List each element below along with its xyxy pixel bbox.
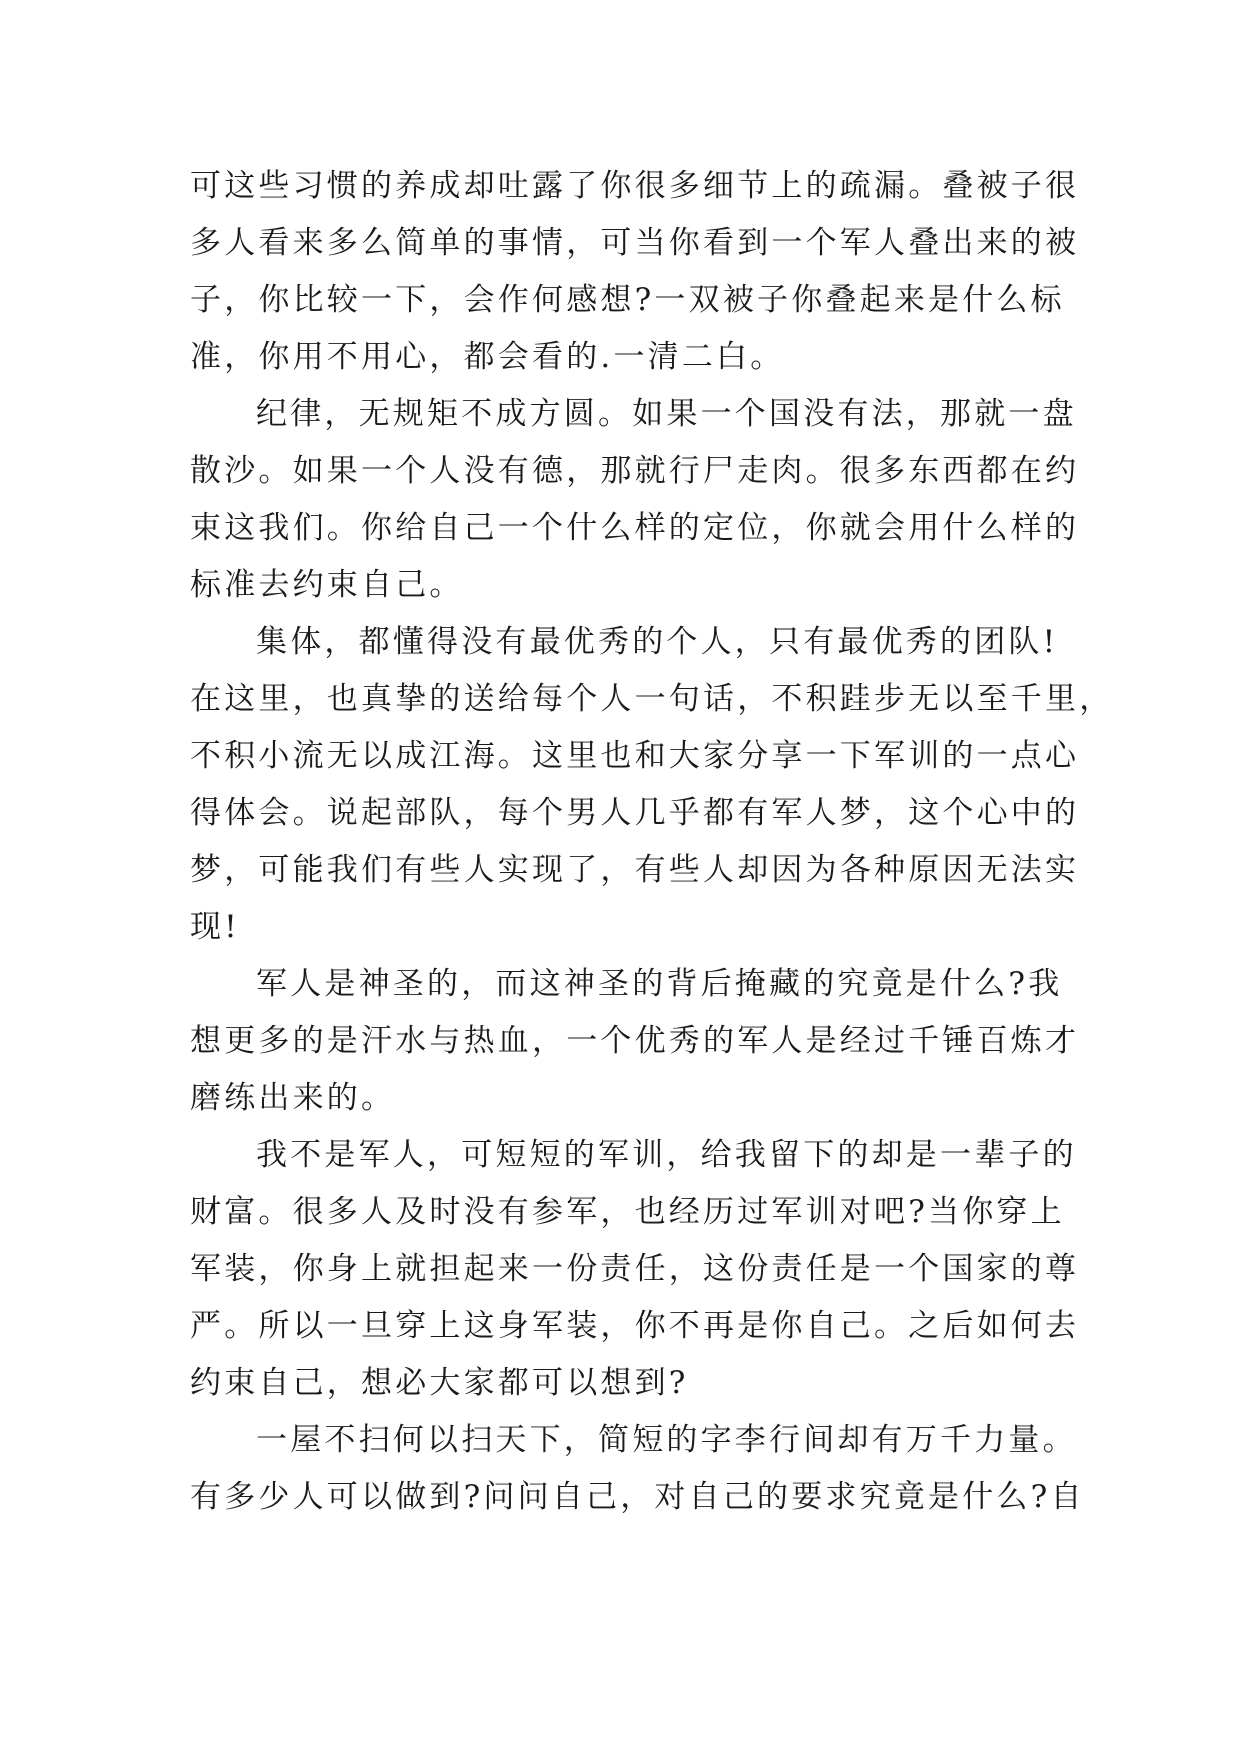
text-line: 军人是神圣的，而这神圣的背后掩藏的究竟是什么?我 bbox=[256, 966, 1063, 1002]
text-line: 严。所以一旦穿上这身军装，你不再是你自己。之后如何去 bbox=[190, 1308, 1080, 1344]
text-line: 梦，可能我们有些人实现了，有些人却因为各种原因无法实 bbox=[190, 852, 1080, 888]
text-line: 军装，你身上就担起来一份责任，这份责任是一个国家的尊 bbox=[190, 1251, 1080, 1287]
text-line: 多人看来多么简单的事情，可当你看到一个军人叠出来的被 bbox=[190, 225, 1080, 261]
text-line: 在这里，也真挚的送给每个人一句话，不积跬步无以至千里， bbox=[190, 681, 1114, 717]
text-line: 现! bbox=[190, 909, 240, 945]
text-line: 可这些习惯的养成却吐露了你很多细节上的疏漏。叠被子很 bbox=[190, 168, 1080, 204]
document-body bbox=[190, 158, 1114, 1526]
text-line: 子，你比较一下，会作何感想?一双被子你叠起来是什么标 bbox=[190, 282, 1065, 318]
text-line: 标准去约束自己。 bbox=[190, 567, 464, 603]
text-line: 散沙。如果一个人没有德，那就行尸走肉。很多东西都在约 bbox=[190, 453, 1080, 489]
text-line: 集体，都懂得没有最优秀的个人，只有最优秀的团队! bbox=[256, 624, 1059, 660]
text-line: 束这我们。你给自己一个什么样的定位，你就会用什么样的 bbox=[190, 510, 1080, 546]
text-line: 想更多的是汗水与热血，一个优秀的军人是经过千锤百炼才 bbox=[190, 1023, 1080, 1059]
text-line: 得体会。说起部队，每个男人几乎都有军人梦，这个心中的 bbox=[190, 795, 1080, 831]
text-line: 纪律，无规矩不成方圆。如果一个国没有法，那就一盘 bbox=[256, 396, 1077, 432]
text-line: 我不是军人，可短短的军训，给我留下的却是一辈子的 bbox=[256, 1137, 1077, 1173]
text-line: 准，你用不用心，都会看的.一清二白。 bbox=[190, 339, 785, 375]
text-line: 财富。很多人及时没有参军，也经历过军训对吧?当你穿上 bbox=[190, 1194, 1065, 1230]
text-line: 约束自己，想必大家都可以想到? bbox=[190, 1365, 689, 1401]
text-line: 不积小流无以成江海。这里也和大家分享一下军训的一点心 bbox=[190, 738, 1080, 774]
text-line: 磨练出来的。 bbox=[190, 1080, 396, 1116]
text-line: 有多少人可以做到?问问自己，对自己的要求究竟是什么?自 bbox=[190, 1479, 1085, 1515]
text-line: 一屋不扫何以扫天下，简短的字李行间却有万千力量。 bbox=[256, 1422, 1077, 1458]
